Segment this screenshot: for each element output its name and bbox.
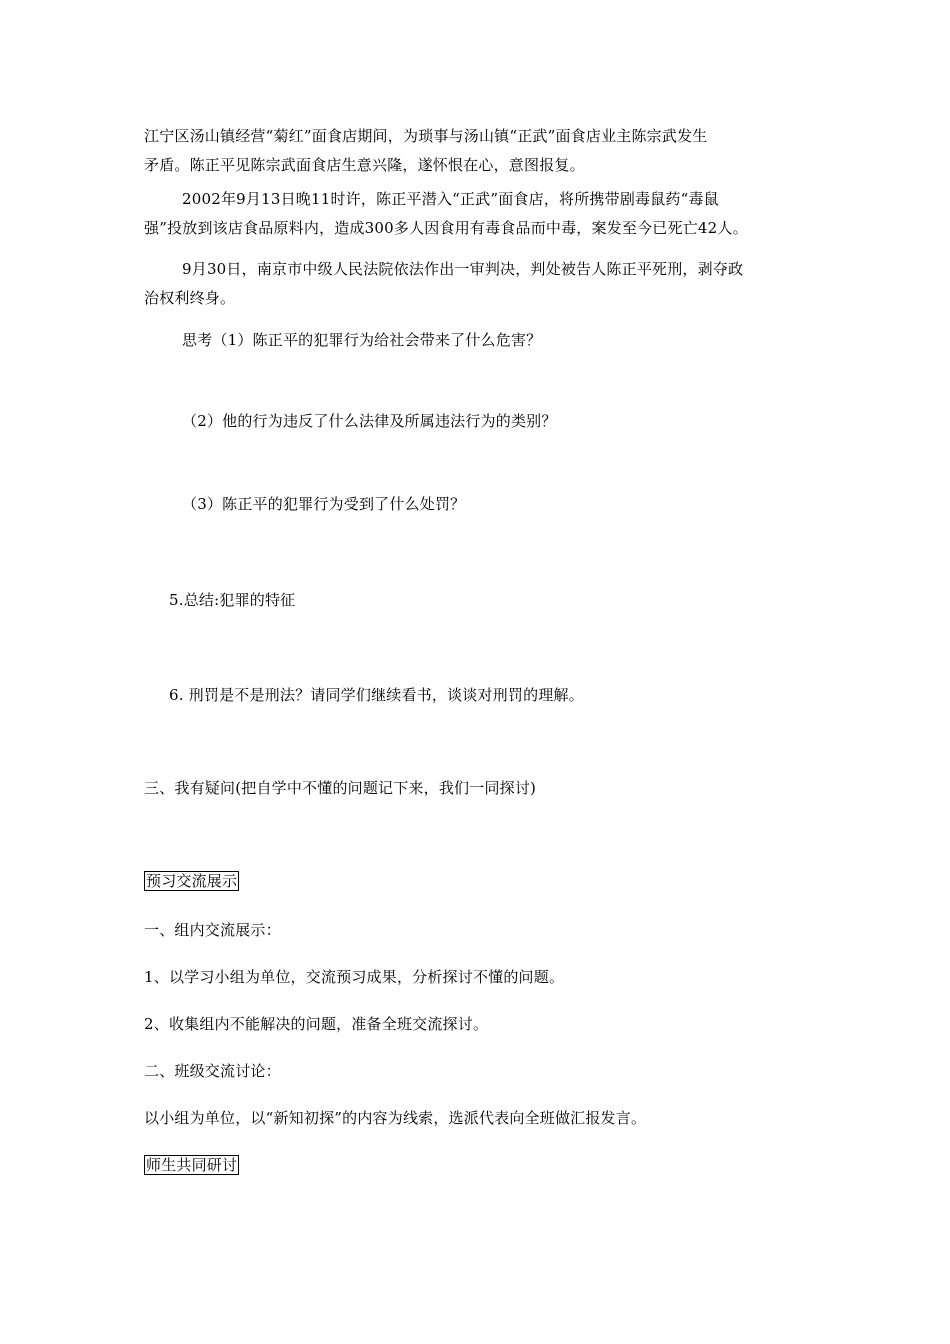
item-6-question: 6. 刑罚是不是刑法？请同学们继续看书，谈谈对刑罚的理解。 xyxy=(169,686,584,704)
joint-study-title: 师生共同研讨 xyxy=(146,1156,238,1174)
question-3: （3）陈正平的犯罪行为受到了什么处罚？ xyxy=(182,495,466,513)
section-3-heading: 三、我有疑问(把自学中不懂的问题记下来，我们一同探讨) xyxy=(144,779,537,797)
para3-line2: 治权利终身。 xyxy=(144,289,236,307)
group-exchange-heading: 一、组内交流展示： xyxy=(144,921,281,939)
class-discussion-heading: 二、班级交流讨论： xyxy=(144,1062,281,1080)
class-discussion-text: 以小组为单位，以“新知初探”的内容为线索，选派代表向全班做汇报发言。 xyxy=(144,1109,647,1127)
joint-study-box-row xyxy=(144,1155,239,1175)
group-exchange-item-1: 1、以学习小组为单位，交流预习成果，分析探讨不懂的问题。 xyxy=(144,968,565,986)
item-5-summary: 5.总结:犯罪的特征 xyxy=(169,591,296,609)
question-2: （2）他的行为违反了什么法律及所属违法行为的类别？ xyxy=(182,412,557,430)
group-exchange-item-2: 2、收集组内不能解决的问题，准备全班交流探讨。 xyxy=(144,1015,489,1033)
preview-exchange-title: 预习交流展示 xyxy=(146,872,238,890)
para1-line1: 江宁区汤山镇经营“菊红”面食店期间，为琐事与汤山镇“正武”面食店业主陈宗武发生 xyxy=(144,127,708,145)
para1-line2: 矛盾。陈正平见陈宗武面食店生意兴隆，遂怀恨在心，意图报复。 xyxy=(144,156,585,174)
preview-exchange-box-row xyxy=(144,871,239,891)
para2-line2: 强”投放到该店食品原料内，造成300多人因食用有毒食品而中毒，案发至今已死亡42人。 xyxy=(144,219,748,237)
para2-line1: 2002年9月13日晚11时许，陈正平潜入“正武”面食店，将所携带剧毒鼠药“毒鼠 xyxy=(182,190,719,208)
para3-line1: 9月30日，南京市中级人民法院依法作出一审判决，判处被告人陈正平死刑，剥夺政 xyxy=(182,260,744,278)
question-1: 思考（1）陈正平的犯罪行为给社会带来了什么危害？ xyxy=(182,331,542,349)
